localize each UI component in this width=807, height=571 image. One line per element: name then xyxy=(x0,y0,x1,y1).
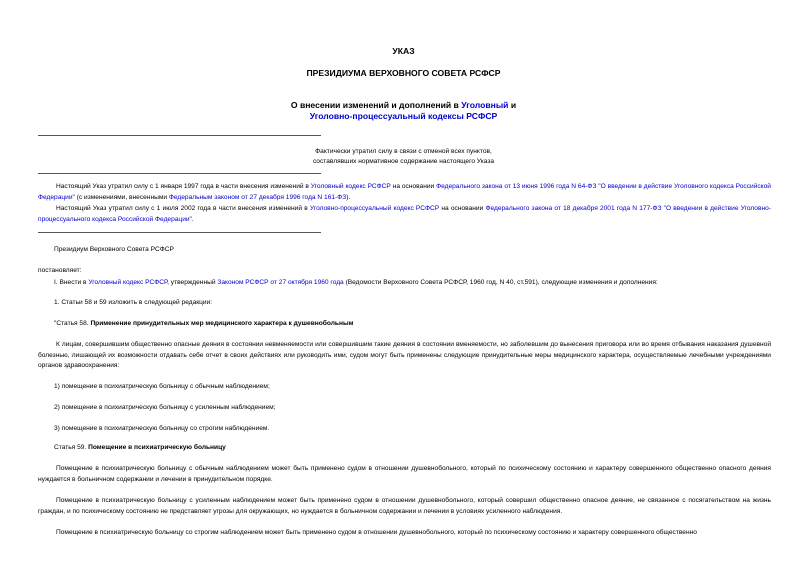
subject-prefix: О внесении изменений и дополнений в xyxy=(290,100,462,110)
criminal-procedure-code-link[interactable]: Уголовно-процессуальный кодекс РСФСР xyxy=(309,205,440,212)
federal-law-161-fz-link[interactable]: Федеральным законом от 27 декабря 1996 года N 161-ФЗ xyxy=(168,193,347,201)
article-59-paragraph-1: Помещение в психиатрическую больницу с обычным наблюдением может быть применено судом в отношении душевнобольного, который по психическому состоянию и характеру совершенного общественно опасного деяния нуждается в больничном содержании и лечении в принудительном порядке. xyxy=(38,465,771,483)
decrees-line: постановляет: xyxy=(38,267,82,274)
measure-2: 2) помещение в психиатрическую больницу с усиленным наблюдением; xyxy=(54,404,276,411)
text: Настоящий Указ утратил силу с 1 июля 2002 года в части внесения изменений в xyxy=(56,205,310,212)
article-58-heading xyxy=(54,319,353,330)
criminal-code-link[interactable]: Уголовный xyxy=(461,100,509,110)
issuer-title: ПРЕЗИДИУМА ВЕРХОВНОГО СОВЕТА РСФСР xyxy=(306,68,501,78)
divider xyxy=(38,135,321,136)
text: . xyxy=(191,215,194,223)
status-note-line-2: составлявших нормативное содержание настоящего Указа xyxy=(312,158,495,165)
text: Настоящий Указ утратил силу с 1 января 1997 года в части внесения изменений в xyxy=(56,183,311,190)
criminal-code-link[interactable]: Уголовный кодекс РСФСР xyxy=(310,183,391,190)
validity-paragraph-2 xyxy=(38,204,771,225)
divider xyxy=(38,232,321,233)
criminal-procedure-code-link[interactable]: Уголовно-процессуальный кодексы РСФСР xyxy=(309,111,498,121)
text: ). xyxy=(346,193,351,201)
subject-line-1 xyxy=(0,100,807,110)
text: (Ведомости Верховного Совета РСФСР, 1960 год, N 40, ст.591), следующие изменения и дополнения: xyxy=(343,279,658,286)
status-note-line-1: Фактически утратил силу в связи с отменой всех пунктов, xyxy=(315,148,492,155)
subject-line-2 xyxy=(0,111,807,121)
text: на основании xyxy=(439,205,486,212)
measure-3: 3) помещение в психиатрическую больницу со строгим наблюдением. xyxy=(54,425,270,432)
divider xyxy=(38,173,321,174)
section-i xyxy=(54,278,658,289)
federal-law-177-fz-link[interactable]: Федерального закона от 18 декабря 2001 года N 177-ФЗ "О введении в действие Уголовно-процессуального кодекса Российской Федерации" xyxy=(38,205,771,223)
article-59-paragraph-3: Помещение в психиатрическую больницу со строгим наблюдением может быть применено судом в отношении душевнобольного, который по психическому состоянию и характеру совершенного общественно xyxy=(56,529,697,536)
text: , утвержденный xyxy=(167,279,218,286)
article-title: Помещение в психиатрическую больницу xyxy=(88,444,226,451)
article-59-heading xyxy=(54,443,226,454)
article-59-paragraph-2: Помещение в психиатрическую больницу с усиленным наблюдением может быть применено судом в отношении душевнобольного, который совершил общественно опасное деяние, не связанное с посягательством на жизнь граждан, и по психическому состоянию не представляет угрозы для окружающих, но нуждается в больничном содержании и лечении в условиях усиленного наблюдения. xyxy=(38,497,771,515)
subject-and: и xyxy=(508,100,517,110)
text: I. Внести в xyxy=(54,279,89,286)
rsfsr-law-1960-link[interactable]: Законом РСФСР от 27 октября 1960 года xyxy=(217,279,344,286)
article-title: Применение принудительных мер медицинского характера к душевнобольным xyxy=(90,320,354,327)
measure-1: 1) помещение в психиатрическую больницу с обычным наблюдением; xyxy=(54,383,270,390)
text: на основании xyxy=(390,183,437,190)
text: (с изменениями, внесенными xyxy=(74,193,169,201)
federal-law-64-fz-link[interactable]: Федерального закона от 13 июня 1996 года N 64-ФЗ "О введении в действие Уголовного кодекса Российской Федерации" xyxy=(38,183,771,201)
criminal-code-link[interactable]: Уголовный кодекс РСФСР xyxy=(88,279,168,286)
doc-type-title: УКАЗ xyxy=(392,46,415,56)
article-label: Статья 59. xyxy=(54,444,89,451)
article-label: "Статья 58. xyxy=(54,320,91,327)
presidium-line: Президиум Верховного Совета РСФСР xyxy=(54,246,174,253)
item-1: 1. Статьи 58 и 59 изложить в следующей редакции: xyxy=(54,299,213,306)
article-58-text: К лицам, совершившим общественно опасные деяния в состоянии невменяемости или совершившим такие деяния в состоянии вменяемости, но заболевшим до вынесения приговора или во время отбывания наказания душевной болезнью, лишающей их возможности отдавать себе отчет в своих действиях или руководить ими, судом могут быть применены следующие принудительные меры медицинского характера, осуществляемые лечебными учреждениями органов здравоохранения: xyxy=(38,341,771,370)
validity-paragraph-1 xyxy=(38,182,771,203)
